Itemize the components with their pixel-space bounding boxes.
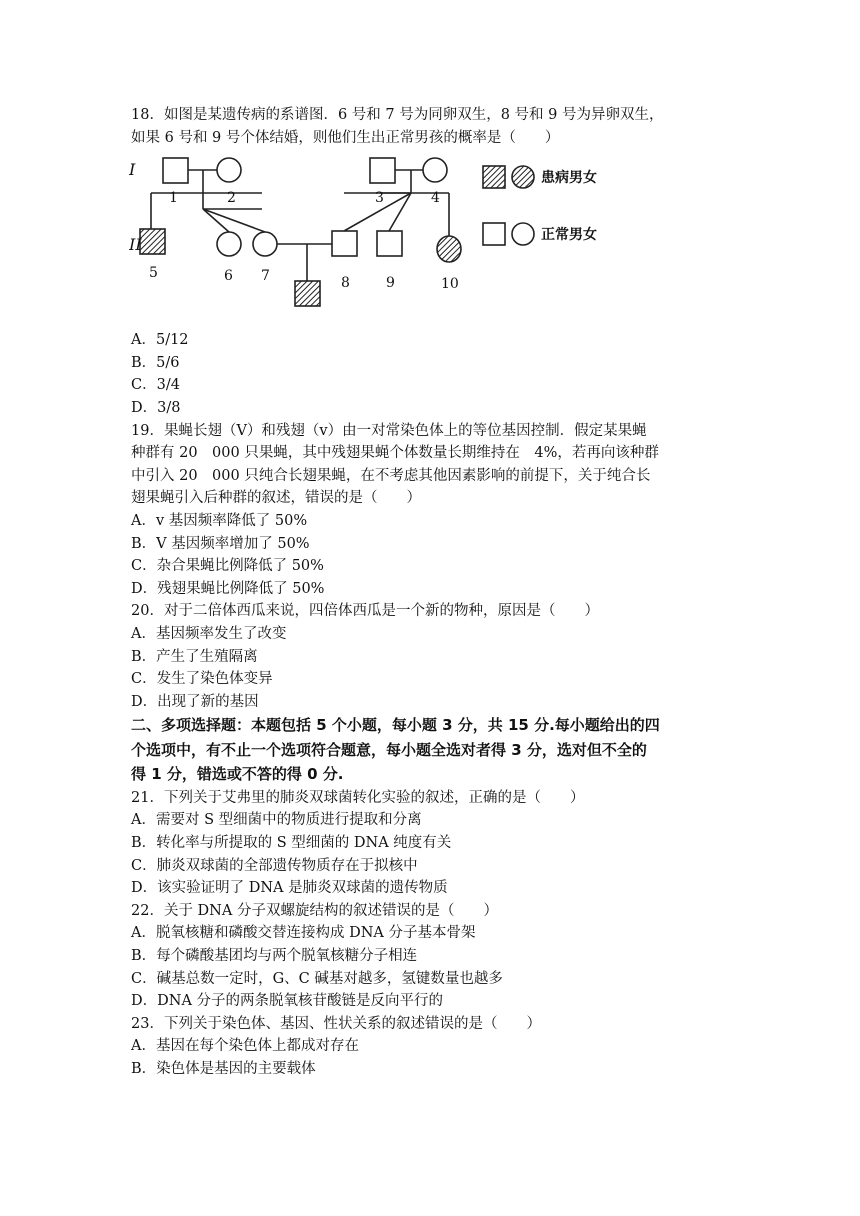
question-stem: 种群有 20 000 只果蝇，其中残翅果蝇个体数量长期维持在 4%，若再向该种群: [131, 445, 659, 462]
individual-9: [377, 231, 402, 256]
question-22: [131, 900, 731, 1013]
option-d: D．出现了新的基因: [131, 693, 259, 710]
option-b: B．染色体是基因的主要载体: [131, 1060, 316, 1077]
individual-5: [140, 229, 165, 254]
section-heading-line: 个选项中，有不止一个选项符合题意，每小题全选对者得 3 分，选对但不全的: [131, 740, 647, 759]
option-a: A．基因在每个染色体上都成对存在: [131, 1038, 359, 1055]
legend-normal-female: [512, 223, 534, 245]
question-stem: 中引入 20 000 只纯合长翅果蝇，在不考虑其他因素影响的前提下，关于纯合长: [131, 467, 651, 484]
question-stem: 21．下列关于艾弗里的肺炎双球菌转化实验的叙述，正确的是（ ）: [131, 789, 585, 806]
individual-1: [163, 158, 188, 183]
question-20: [131, 600, 731, 713]
legend-affected-female: [512, 166, 534, 188]
generation-label: I: [129, 160, 136, 180]
option-b: B．转化率与所提取的 S 型细菌的 DNA 纯度有关: [131, 834, 452, 851]
generation-label: II: [129, 235, 142, 255]
individual-10: [437, 236, 461, 262]
option-b: B．每个磷酸基团均与两个脱氧核糖分子相连: [131, 947, 418, 964]
question-stem: 19．果蝇长翅（V）和残翅（v）由一对常染色体上的等位基因控制．假定某果蝇: [131, 422, 647, 439]
option-c: C．杂合果蝇比例降低了 50%: [131, 558, 324, 575]
option-c: C．肺炎双球菌的全部遗传物质存在于拟核中: [131, 857, 418, 874]
question-23: [131, 1013, 731, 1081]
question-stem: 如果 6 号和 9 号个体结婚，则他们生出正常男孩的概率是（ ）: [131, 129, 560, 146]
section-heading-line: 二、多项选择题：本题包括 5 个小题，每小题 3 分，共 15 分.每小题给出的四: [131, 716, 660, 735]
individual-label: 5: [149, 265, 158, 282]
individual-label: 6: [224, 268, 233, 285]
question-stem: 20．对于二倍体西瓜来说，四倍体西瓜是一个新的物种，原因是（ ）: [131, 603, 599, 620]
option-c: C．碱基总数一定时，G、C 碱基对越多，氢键数量也越多: [131, 970, 503, 987]
option-b: B．产生了生殖隔离: [131, 648, 258, 665]
option-b: B．5/6: [131, 354, 180, 371]
option-b: B．V 基因频率增加了 50%: [131, 535, 310, 552]
option-d: D．DNA 分子的两条脱氧核苷酸链是反向平行的: [131, 993, 444, 1010]
option-c: C．3/4: [131, 377, 180, 394]
option-d: D．残翅果蝇比例降低了 50%: [131, 580, 325, 597]
option-a: A．5/12: [131, 332, 189, 349]
option-c: C．发生了染色体变异: [131, 671, 273, 688]
individual-label: 4: [431, 190, 440, 207]
legend-affected-label: 患病男女: [541, 170, 597, 187]
individual-label: 3: [375, 190, 384, 207]
option-a: A．基因频率发生了改变: [131, 625, 287, 642]
individual-label: 10: [441, 276, 459, 293]
section-heading-line: 得 1 分，错选或不答的得 0 分.: [131, 765, 344, 784]
question-18: [131, 104, 731, 420]
question-stem: 18．如图是某遗传病的系谱图．6 号和 7 号为同卵双生，8 号和 9 号为异卵双生，: [131, 107, 664, 123]
individual-8: [332, 231, 357, 256]
section-heading: [131, 713, 731, 787]
question-stem: 22．关于 DNA 分子双螺旋结构的叙述错误的是（ ）: [131, 902, 498, 919]
pedigree-chart: [129, 153, 619, 323]
question-stem: 翅果蝇引入后种群的叙述，错误的是（ ）: [131, 490, 421, 507]
option-a: A．v 基因频率降低了 50%: [131, 512, 308, 529]
individual-6: [217, 232, 241, 256]
individual-label: 7: [261, 268, 270, 285]
legend-affected-male: [483, 166, 505, 188]
individual-label: 1: [169, 190, 178, 207]
option-d: D．该实验证明了 DNA 是肺炎双球菌的遗传物质: [131, 880, 448, 897]
individual-7: [253, 232, 277, 256]
question-stem: 23．下列关于染色体、基因、性状关系的叙述错误的是（ ）: [131, 1015, 541, 1032]
individual-3: [370, 158, 395, 183]
question-19: [131, 420, 731, 601]
question-21: [131, 787, 731, 900]
individual-label: 9: [386, 275, 395, 292]
option-d: D．3/8: [131, 399, 181, 416]
option-a: A．需要对 S 型细菌中的物质进行提取和分离: [131, 812, 422, 829]
individual-offspring: [295, 281, 320, 306]
legend-normal-label: 正常男女: [541, 227, 597, 244]
legend-normal-male: [483, 223, 505, 245]
exam-page: [131, 104, 731, 1081]
individual-label: 8: [341, 275, 350, 292]
individual-label: 2: [227, 190, 236, 207]
option-a: A．脱氧核糖和磷酸交替连接构成 DNA 分子基本骨架: [131, 925, 476, 942]
individual-4: [423, 158, 447, 182]
individual-2: [217, 158, 241, 182]
